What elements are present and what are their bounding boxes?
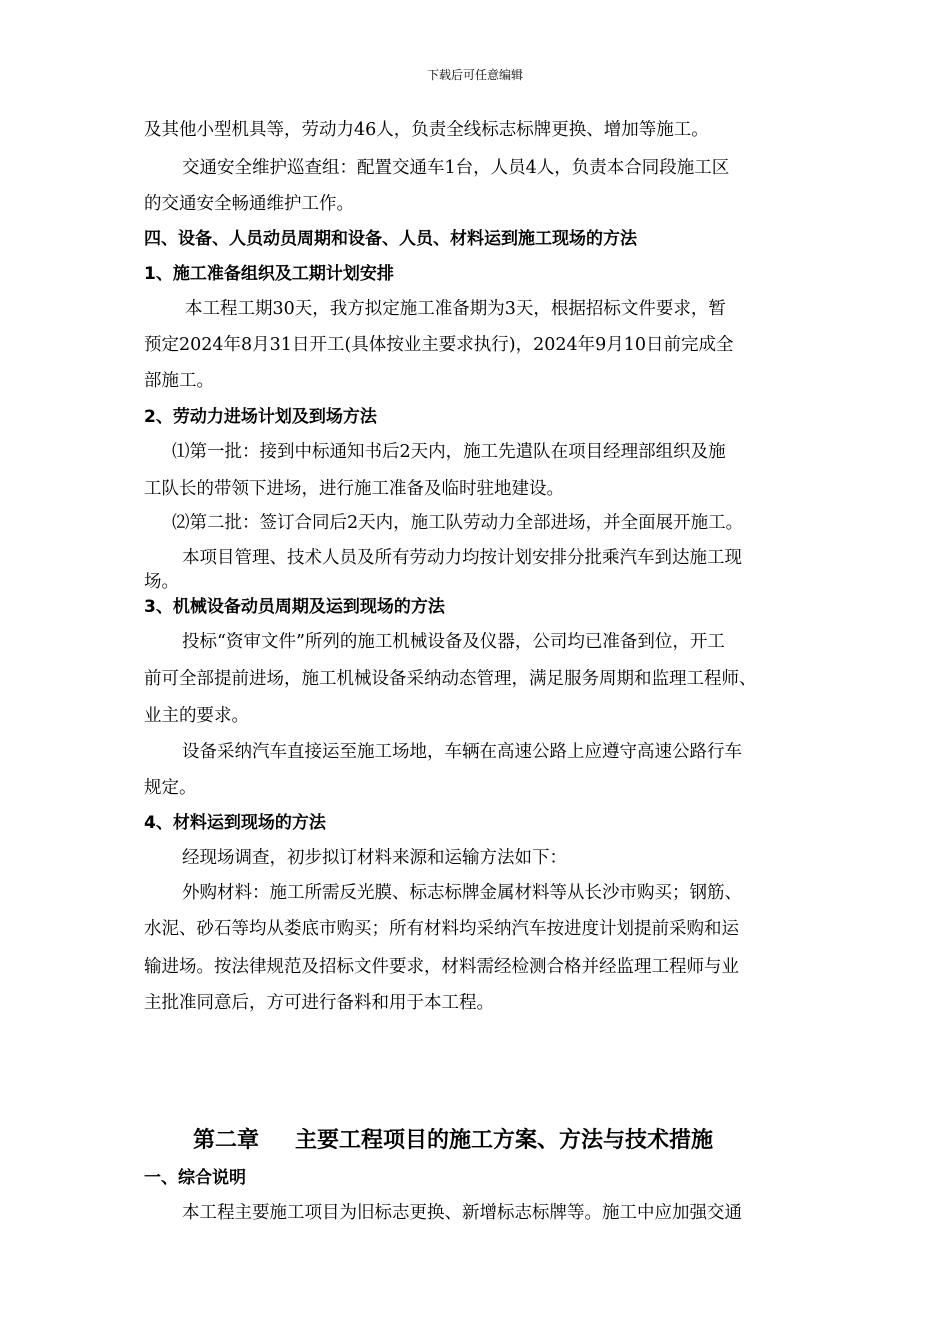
paragraph-line: 设备采纳汽车直接运至施工场地，车辆在高速公路上应遵守高速公路行车 xyxy=(182,742,742,762)
paragraph-line: 场。 xyxy=(144,572,179,592)
paragraph-line: 水泥、砂石等均从娄底市购买；所有材料均采纳汽车按进度计划提前采购和运 xyxy=(144,919,739,939)
chapter-number: 第二章 xyxy=(193,1128,260,1153)
page-header: 下载后可任意编辑 xyxy=(426,68,523,82)
subsection-heading: 4、材料运到现场的方法 xyxy=(144,813,326,833)
paragraph-line: 前可全部提前进场，施工机械设备采纳动态管理，满足服务周期和监理工程师、 xyxy=(144,669,757,689)
paragraph-line: 交通安全维护巡查组：配置交通车1台，人员4人，负责本合同段施工区 xyxy=(182,158,730,178)
paragraph-line: 本工程主要施工项目为旧标志更换、新增标志标牌等。施工中应加强交通 xyxy=(182,1203,742,1223)
paragraph-line: ⑴第一批：接到中标通知书后2天内，施工先遣队在项目经理部组织及施 xyxy=(172,442,726,462)
paragraph-line: 及其他小型机具等，劳动力46人，负责全线标志标牌更换、增加等施工。 xyxy=(144,120,709,140)
section-heading: 一、综合说明 xyxy=(144,1168,246,1188)
section-heading: 四、设备、人员动员周期和设备、人员、材料运到施工现场的方法 xyxy=(144,229,637,249)
paragraph-line: 输进场。按法律规范及招标文件要求，材料需经检测合格并经监理工程师与业 xyxy=(144,957,739,977)
paragraph-line: ⑵第二批：签订合同后2天内，施工队劳动力全部进场，并全面展开施工。 xyxy=(172,513,744,533)
paragraph-line: 工队长的带领下进场，进行施工准备及临时驻地建设。 xyxy=(144,479,564,499)
paragraph-line: 预定2024年8月31日开工(具体按业主要求执行)，2024年9月10日前完成全 xyxy=(144,335,734,355)
paragraph-line: 的交通安全畅通维护工作。 xyxy=(144,194,354,214)
chapter-name: 主要工程项目的施工方案、方法与技术措施 xyxy=(295,1128,714,1153)
subsection-heading: 2、劳动力进场计划及到场方法 xyxy=(144,407,377,427)
paragraph-line: 投标“资审文件”所列的施工机械设备及仪器，公司均已准备到位，开工 xyxy=(182,632,725,652)
subsection-heading: 1、施工准备组织及工期计划安排 xyxy=(144,264,394,284)
paragraph-line: 经现场调查，初步拟订材料来源和运输方法如下： xyxy=(182,848,567,868)
paragraph-line: 本项目管理、技术人员及所有劳动力均按计划安排分批乘汽车到达施工现 xyxy=(182,548,742,568)
paragraph-line: 部施工。 xyxy=(144,371,214,391)
paragraph-line: 本工程工期30天，我方拟定施工准备期为3天，根据招标文件要求，暂 xyxy=(185,299,726,319)
paragraph-line: 外购材料：施工所需反光膜、标志标牌金属材料等从长沙市购买；钢筋、 xyxy=(182,883,742,903)
paragraph-line: 主批准同意后，方可进行备料和用于本工程。 xyxy=(144,993,494,1013)
paragraph-line: 业主的要求。 xyxy=(144,706,249,726)
chapter-title xyxy=(193,1126,713,1156)
subsection-heading: 3、机械设备动员周期及运到现场的方法 xyxy=(144,597,445,617)
paragraph-line: 规定。 xyxy=(144,778,197,798)
